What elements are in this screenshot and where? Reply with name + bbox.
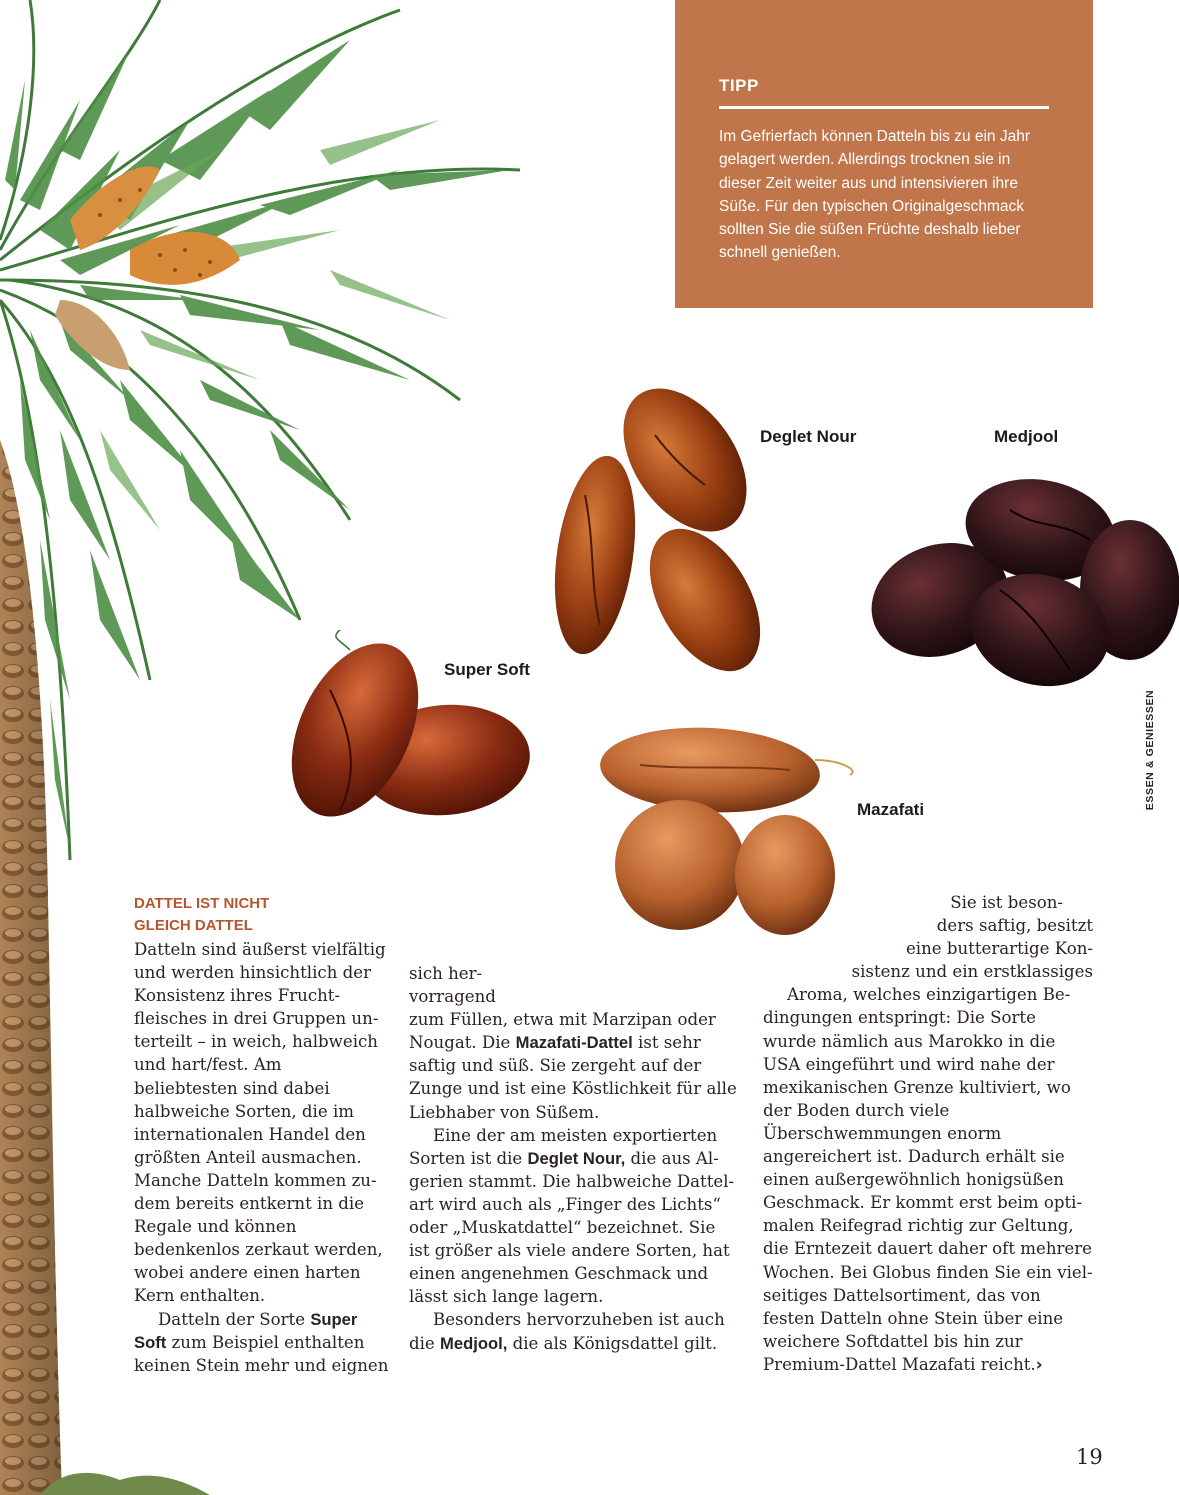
text-line: vorragend xyxy=(409,987,496,1007)
text-line: eine butterartige Kon- xyxy=(905,939,1093,959)
paragraph: Datteln sind äußerst vielfältig und werden hinsichtlich der Konsistenz ihres Fruchtfleisches in drei Gruppen unterteilt – in weich, halbweich und hart/fest. Am beliebtesten sind dabei halbweiche Sorten, die im internationalen Handel den größten Anteil ausmachen. Manche Datteln kommen zudem bereits entkernt in die Regale und können bedenkenlos zerkaut werden, wobei andere einen harten Kern enthalten. xyxy=(134,940,386,1306)
deglet-nour-dates-image xyxy=(545,375,795,690)
tip-divider xyxy=(719,106,1049,109)
article-column-2 xyxy=(409,962,739,1355)
label-medjool: Medjool xyxy=(994,427,1059,446)
medjool-dates-image xyxy=(860,470,1179,705)
article-headline xyxy=(134,893,394,937)
section-side-tag xyxy=(1138,689,1162,811)
headline-line-1: DATTEL IST NICHT xyxy=(134,895,270,912)
end-mark-icon: › xyxy=(1035,1354,1043,1374)
tip-box xyxy=(675,0,1093,308)
label-super-soft: Super Soft xyxy=(444,660,530,679)
headline-line-2: GLEICH DATTEL xyxy=(134,917,253,934)
article-column-1 xyxy=(134,938,389,1377)
paragraph: Datteln der Sorte Super Soft zum Beispiel enthalten keinen Stein mehr und eignen xyxy=(134,1309,389,1375)
text-line: sistenz und ein erstklassiges xyxy=(851,962,1093,982)
paragraph: Eine der am meisten exportierten Sorten ist die Deglet Nour, die aus Algerien stammt. Die halbweiche Dattelart wird auch als „Finger des Lichts“ oder „Muskatdattel“ bezeichnet. Sie ist größer als viele andere Sorten, hat einen angenehmen Geschmack und lässt sich lange lagern. xyxy=(409,1125,735,1307)
label-deglet-nour: Deglet Nour xyxy=(760,427,857,446)
text-line: sich her- xyxy=(409,964,483,983)
section-side-tag-text: ESSEN & GENIESSEN xyxy=(1144,689,1157,811)
text-line: ders saftig, besitzt xyxy=(936,916,1093,936)
tip-title: TIPP xyxy=(719,76,759,95)
tip-text: Im Gefrierfach können Datteln bis zu ein Jahr gelagert werden. Allerdings trocknen sie in dieser Zeit weiter aus und intensivieren ihre Süße. Für den typischen Originalgeschmack sollten Sie die süßen Früchte deshalb lieber schnell genießen. xyxy=(719,128,1031,262)
text-line: Sie ist beson- xyxy=(950,893,1063,912)
label-mazafati: Mazafati xyxy=(857,800,925,819)
page-number: 19 xyxy=(1076,1445,1103,1469)
paragraph: zum Füllen, etwa mit Marzipan oder Nougat. Die Mazafati-Dattel ist sehr saftig und süß. Sie zergeht auf der Zunge und ist eine Köstlichkeit für alle Liebhaber von Süßem. xyxy=(409,1010,737,1122)
paragraph: Aroma, welches einzigartigen Bedingungen entspringt: Die Sorte wurde nämlich aus Marokko in die USA eingeführt und wird nahe der mexikanischen Grenze kultiviert, wo der Boden durch viele Überschwemmungen enorm angereichert ist. Dadurch erhält sie einen außergewöhnlich honigsüßen Geschmack. Er kommt erst beim optimalen Reifegrad richtig zur Geltung, die Erntezeit dauert daher oft mehrere Wochen. Bei Globus finden Sie ein vielseitiges Dattelsortiment, das von festen Datteln ohne Stein über eine weichere Softdattel bis hin zur Premium-Dattel Mazafati reicht.› xyxy=(763,985,1093,1374)
paragraph: Besonders hervorzuheben ist auch die Medjool, die als Königsdattel gilt. xyxy=(409,1310,725,1353)
article-column-3 xyxy=(763,891,1093,1376)
